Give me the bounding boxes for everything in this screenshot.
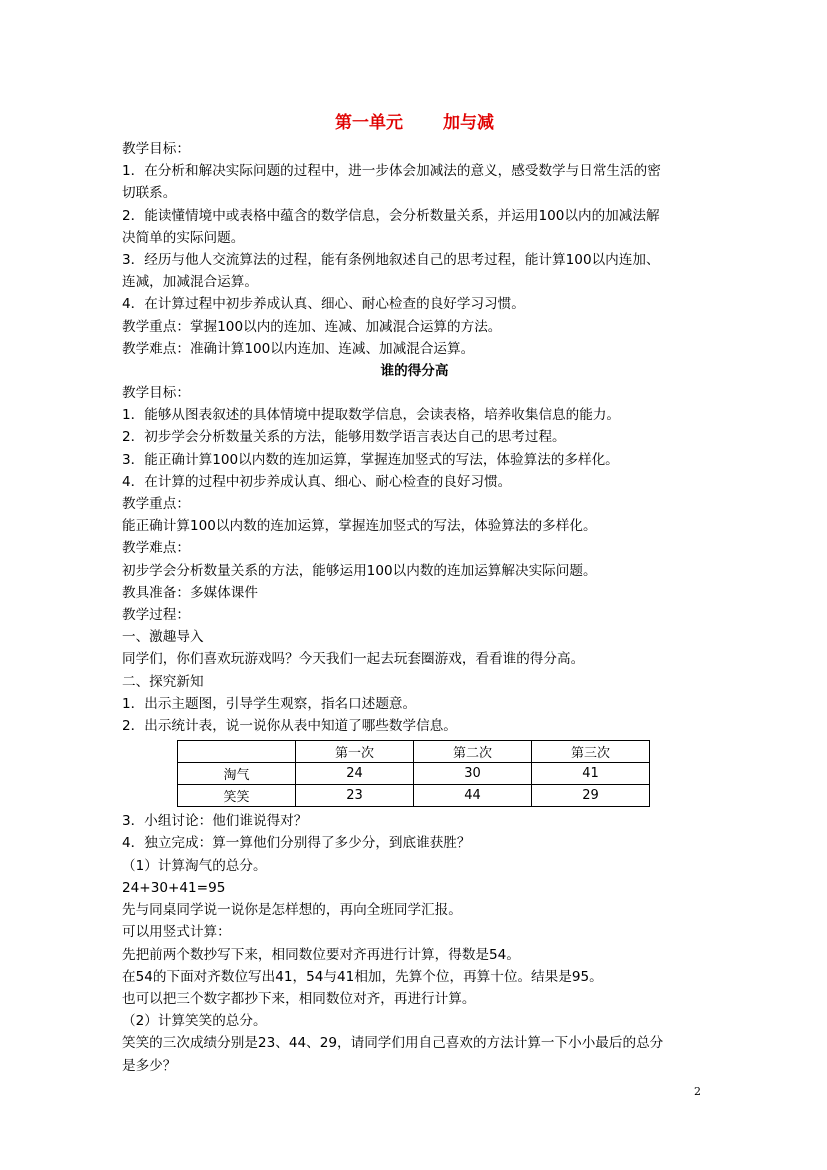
unit-objectives: [122, 138, 707, 360]
text-line: 4．在计算的过程中初步养成认真、细心、耐心检查的良好习惯。: [122, 473, 512, 490]
table-cell: 30: [414, 763, 532, 785]
lesson-process: [122, 810, 707, 1076]
table-cell: 44: [414, 785, 532, 807]
text-line: 教学难点：准确计算100以内连加、连减、加减混合运算。: [122, 340, 475, 357]
text-line: 能正确计算100以内数的连加运算，掌握连加竖式的写法，体验算法的多样化。: [122, 518, 597, 535]
text-line: 4．独立完成：算一算他们分别得了多少分，到底谁获胜？: [122, 835, 471, 852]
text-line: 教学难点：: [122, 540, 190, 557]
table-row: [178, 785, 650, 807]
text-line: 笑笑的三次成绩分别是23、44、29，请同学们用自己喜欢的方法计算一下小小最后的总分: [122, 1035, 664, 1052]
text-line: 1．能够从图表叙述的具体情境中提取数学信息，会读表格，培养收集信息的能力。: [122, 407, 621, 424]
unit-title-topic: 加与减: [443, 113, 494, 133]
text-line: 3．经历与他人交流算法的过程，能有条例地叙述自己的思考过程，能计算100以内连加、: [122, 252, 660, 269]
text-line: 可以用竖式计算：: [122, 924, 231, 941]
page-number: 2: [694, 1085, 701, 1098]
document-body: [122, 108, 707, 1077]
text-line: 2．初步学会分析数量关系的方法，能够用数学语言表达自己的思考过程。: [122, 429, 566, 446]
text-line: 同学们，你们喜欢玩游戏吗？今天我们一起去玩套圈游戏，看看谁的得分高。: [122, 651, 585, 668]
table-header-cell: 第三次: [532, 741, 650, 763]
table-cell: 24: [296, 763, 414, 785]
text-line: 1．出示主题图，引导学生观察，指名口述题意。: [122, 695, 417, 712]
table-cell: 29: [532, 785, 650, 807]
text-line: 先把前两个数抄写下来，相同数位要对齐再进行计算，得数是54。: [122, 946, 520, 963]
text-line: 4．在计算过程中初步养成认真、细心、耐心检查的良好学习习惯。: [122, 296, 525, 313]
text-line: 二、探究新知: [122, 673, 204, 690]
table-cell: 淘气: [178, 763, 296, 785]
unit-title-number: 第一单元: [335, 113, 403, 133]
text-line: 决简单的实际问题。: [122, 229, 245, 246]
unit-title: [122, 108, 707, 138]
table-row: [178, 763, 650, 785]
text-line: 教学重点：: [122, 496, 190, 513]
text-line: （1）计算淘气的总分。: [122, 857, 267, 874]
text-line: 2．能读懂情境中或表格中蕴含的数学信息，会分析数量关系，并运用100以内的加减法解: [122, 207, 660, 224]
text-line: 教学目标：: [122, 141, 190, 157]
equation-line: 24+30+41=95: [122, 879, 226, 896]
text-line: 教学重点：掌握100以内的连加、连减、加减混合运算的方法。: [122, 318, 502, 335]
lesson-plan: [122, 382, 707, 737]
text-line: 先与同桌同学说一说你是怎样想的，再向全班同学汇报。: [122, 902, 462, 919]
table-header-cell: 第二次: [414, 741, 532, 763]
text-line: （2）计算笑笑的总分。: [122, 1013, 267, 1030]
table-header-cell: [178, 741, 296, 763]
text-line: 教具准备：多媒体课件: [122, 584, 258, 601]
text-line: 是多少？: [122, 1057, 177, 1074]
table-cell: 笑笑: [178, 785, 296, 807]
table-cell: 41: [532, 763, 650, 785]
table-cell: 23: [296, 785, 414, 807]
text-line: 在54的下面对齐数位写出41，54与41相加，先算个位，再算十位。结果是95。: [122, 968, 603, 985]
text-line: 一、激趣导入: [122, 629, 204, 646]
text-line: 初步学会分析数量关系的方法，能够运用100以内数的连加运算解决实际问题。: [122, 562, 597, 579]
score-table: [177, 740, 650, 807]
lesson-title: 谁的得分高: [380, 363, 449, 380]
table-header-row: [178, 741, 650, 763]
text-line: 教学过程：: [122, 607, 190, 624]
text-line: 3．小组讨论：他们谁说得对？: [122, 813, 308, 830]
text-line: 也可以把三个数字都抄下来，相同数位对齐，再进行计算。: [122, 990, 476, 1007]
table-header-cell: 第一次: [296, 741, 414, 763]
text-line: 1．在分析和解决实际问题的过程中，进一步体会加减法的意义，感受数学与日常生活的密: [122, 163, 661, 180]
text-line: 切联系。: [122, 185, 177, 202]
text-line: 2．出示统计表，说一说你从表中知道了哪些数学信息。: [122, 718, 457, 735]
text-line: 教学目标：: [122, 385, 190, 402]
text-line: 连减，加减混合运算。: [122, 274, 258, 291]
text-line: 3．能正确计算100以内数的连加运算，掌握连加竖式的写法，体验算法的多样化。: [122, 451, 619, 468]
